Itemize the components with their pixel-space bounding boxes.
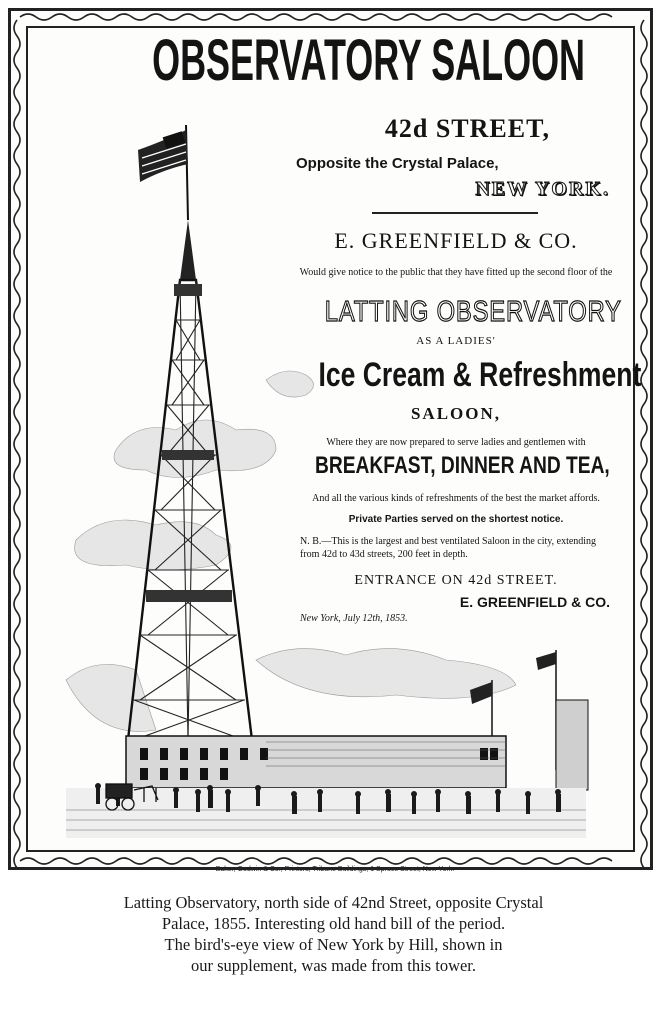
flag-icon (138, 125, 188, 220)
caption-line-3: The bird's-eye view of New York by Hill, shown in (164, 935, 503, 954)
caption-line-1: Latting Observatory, north side of 42nd Street, opposite Crystal (123, 893, 544, 912)
printer-credit: Baker, Godwin & Co., Printers, Tribune Buildings, 1 Spruce Street, New York. (215, 866, 455, 873)
tower-lattice (133, 280, 245, 740)
observatory-tower-engraving (56, 120, 642, 850)
saloon-building (126, 736, 506, 788)
street-line: 42d STREET, (384, 114, 550, 143)
nota-bene-text: N. B.—This is the largest and best ventilated Saloon in the city, extending from 42d to 43d streets, 200 feet in depth. (300, 536, 597, 560)
notice-text: Would give notice to the public that they have fitted up the second floor of the (299, 267, 613, 278)
prepared-text: Where they are now prepared to serve ladies and gentlemen with (326, 437, 586, 448)
caption-line-2: Palace, 1855. Interesting old hand bill of the period. (161, 914, 506, 933)
opposite-line: Opposite the Crystal Palace, (296, 155, 499, 172)
caption-line-4: our supplement, was made from this tower. (190, 956, 477, 975)
headline: OBSERVATORY SALOON (152, 28, 586, 93)
caption (20, 892, 647, 976)
company-name: E. GREENFIELD & CO. (334, 228, 578, 253)
entrance-line: ENTRANCE ON 42d STREET. (354, 573, 558, 588)
saloon-line: SALOON, (410, 404, 502, 423)
signature-line: E. GREENFIELD & CO. (459, 594, 610, 610)
refreshments-text: And all the various kinds of refreshments of the best the market affords. (312, 493, 600, 504)
ladies-line: AS A LADIES' (416, 335, 496, 347)
latting-observatory-title: LATTING OBSERVATORY (324, 296, 622, 328)
city-line: NEW YORK. (475, 178, 610, 200)
private-parties-text: Private Parties served on the shortest notice. (348, 514, 564, 525)
ice-cream-title: Ice Cream & Refreshment (318, 356, 642, 394)
cloud-icon (66, 371, 516, 731)
dateline: New York, July 12th, 1853. (300, 613, 408, 624)
meals-title: BREAKFAST, DINNER AND TEA, (315, 452, 610, 479)
